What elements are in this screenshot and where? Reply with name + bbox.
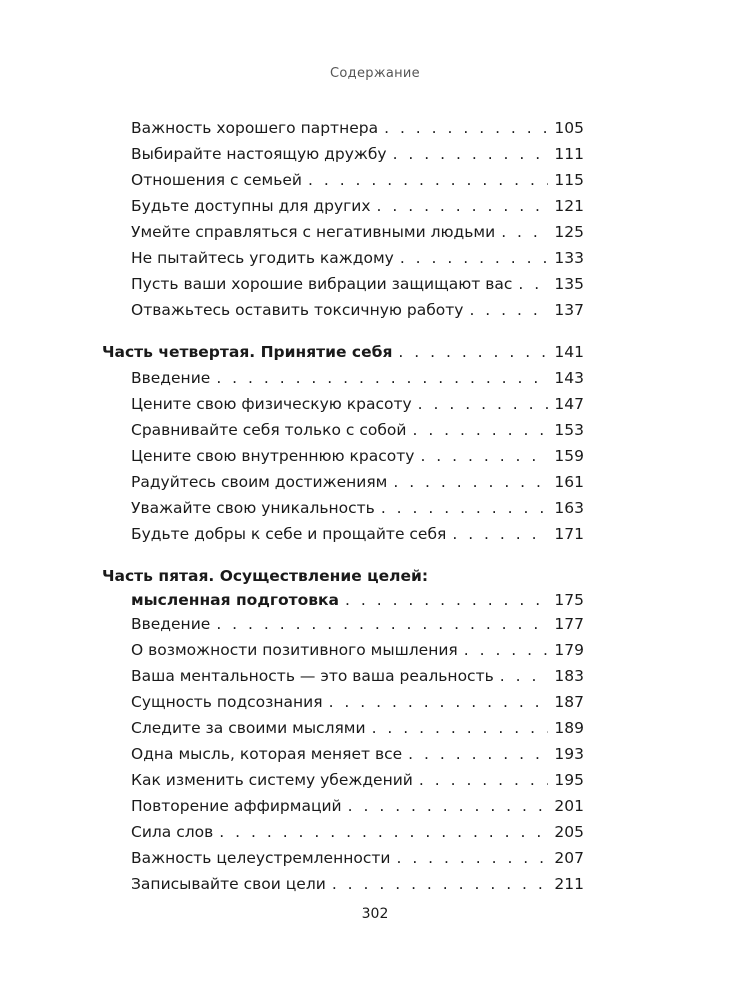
dot-leader <box>393 472 548 492</box>
toc-entry-title: Сила слов <box>131 823 214 841</box>
toc-entry <box>131 274 584 294</box>
toc-entry-page: 163 <box>554 499 584 517</box>
dot-leader <box>219 822 548 842</box>
toc-entry-page: 125 <box>554 223 584 241</box>
dot-leader <box>393 144 549 164</box>
toc-entry-page: 121 <box>554 197 584 215</box>
dot-leader <box>329 692 549 712</box>
toc-entry-page: 193 <box>554 745 584 763</box>
dot-leader <box>452 524 548 544</box>
toc-entry <box>131 300 584 320</box>
dot-leader <box>398 342 548 362</box>
toc-entry-title: Сущность подсознания <box>131 693 323 711</box>
running-head: Содержание <box>330 66 420 81</box>
dot-leader <box>348 796 549 816</box>
toc-entry <box>131 718 584 738</box>
dot-leader <box>418 394 549 414</box>
toc-entry <box>131 848 584 868</box>
toc-part-page: 141 <box>554 343 584 361</box>
toc-entry-title: Одна мысль, которая меняет все <box>131 745 403 763</box>
toc-entry-title: О возможности позитивного мышления <box>131 641 458 659</box>
toc-entry-title: Отважьтесь оставить токсичную работу <box>131 301 464 319</box>
toc-part-page: 175 <box>554 591 584 609</box>
toc-entry <box>131 796 584 816</box>
toc-part-heading <box>102 342 584 362</box>
toc-entry-title: Будьте добры к себе и прощайте себя <box>131 525 447 543</box>
toc-entry <box>131 666 584 686</box>
toc-entry-title: Ваша ментальность — это ваша реальность <box>131 667 494 685</box>
toc-entry-title: Как изменить систему убеждений <box>131 771 413 789</box>
toc-entry <box>131 614 584 634</box>
dot-leader <box>412 420 548 440</box>
dot-leader <box>501 222 548 242</box>
toc-entry-page: 159 <box>554 447 584 465</box>
dot-leader <box>384 118 548 138</box>
dot-leader <box>216 368 548 388</box>
toc-entry <box>131 692 584 712</box>
toc-entry <box>131 770 584 790</box>
dot-leader <box>381 498 549 518</box>
dot-leader <box>469 300 548 320</box>
toc-entry <box>131 498 584 518</box>
dot-leader <box>377 196 549 216</box>
toc-entry-page: 207 <box>554 849 584 867</box>
toc-entry-page: 115 <box>554 171 584 189</box>
dot-leader <box>396 848 548 868</box>
page-number: 302 <box>361 906 389 922</box>
toc-entry-page: 137 <box>554 301 584 319</box>
toc-entry-page: 201 <box>554 797 584 815</box>
toc-entry-page: 143 <box>554 369 584 387</box>
dot-leader <box>372 718 549 738</box>
toc-entry-page: 205 <box>554 823 584 841</box>
toc-entry <box>131 874 584 894</box>
dot-leader <box>419 770 549 790</box>
toc-entry <box>131 744 584 764</box>
toc-entry-page: 179 <box>554 641 584 659</box>
toc-entry <box>131 118 584 138</box>
dot-leader <box>518 274 548 294</box>
toc-entry-title: Радуйтесь своим достижениям <box>131 473 388 491</box>
toc-entry-title: Будьте доступны для других <box>131 197 371 215</box>
toc-entry-page: 111 <box>554 145 584 163</box>
dot-leader <box>216 614 548 634</box>
toc-entry-title: Отношения с семьей <box>131 171 302 189</box>
toc-entry-title: Цените свою внутреннюю красоту <box>131 447 415 465</box>
toc-entry-title: Следите за своими мыслями <box>131 719 366 737</box>
toc-entry-title: Уважайте свою уникальность <box>131 499 375 517</box>
toc-entry-page: 187 <box>554 693 584 711</box>
toc-entry <box>131 170 584 190</box>
toc-entry <box>131 446 584 466</box>
toc-part-title-line2: мысленная подготовка <box>131 591 340 609</box>
toc-entry-title: Умейте справляться с негативными людьми <box>131 223 496 241</box>
toc-entry <box>131 248 584 268</box>
toc-entry <box>131 640 584 660</box>
toc-entry-title: Важность хорошего партнера <box>131 119 379 137</box>
toc-entry-page: 147 <box>554 395 584 413</box>
dot-leader <box>408 744 548 764</box>
toc-entry-page: 211 <box>554 875 584 893</box>
toc-entry-page: 161 <box>554 473 584 491</box>
dot-leader <box>332 874 549 894</box>
dot-leader <box>464 640 549 660</box>
toc-entry-page: 171 <box>554 525 584 543</box>
toc-entry-title: Введение <box>131 369 211 387</box>
toc-entry <box>131 368 584 388</box>
toc-part-heading <box>131 590 584 610</box>
toc-entry-title: Цените свою физическую красоту <box>131 395 412 413</box>
toc-entry <box>131 524 584 544</box>
toc-entry-page: 195 <box>554 771 584 789</box>
toc-entry <box>131 472 584 492</box>
toc-entry <box>131 822 584 842</box>
toc-entry <box>131 196 584 216</box>
toc-entry <box>131 144 584 164</box>
toc-entry-page: 135 <box>554 275 584 293</box>
toc-entry-page: 183 <box>554 667 584 685</box>
toc-entry <box>131 420 584 440</box>
dot-leader <box>400 248 549 268</box>
toc-entry-page: 153 <box>554 421 584 439</box>
toc-entry-title: Важность целеустремленности <box>131 849 391 867</box>
dot-leader <box>345 590 548 610</box>
toc-entry-page: 133 <box>554 249 584 267</box>
toc-entry-title: Сравнивайте себя только с собой <box>131 421 407 439</box>
toc-part-title: Часть четвертая. Принятие себя <box>102 343 393 361</box>
toc-entry-title: Выбирайте настоящую дружбу <box>131 145 387 163</box>
toc-entry-title: Введение <box>131 615 211 633</box>
toc-entry-title: Повторение аффирмаций <box>131 797 342 815</box>
toc-entry-page: 189 <box>554 719 584 737</box>
toc-entry-title: Записывайте свои цели <box>131 875 326 893</box>
toc-entry <box>131 222 584 242</box>
toc-entry-page: 105 <box>554 119 584 137</box>
toc-entry <box>131 394 584 414</box>
dot-leader <box>420 446 548 466</box>
dot-leader <box>308 170 548 190</box>
toc-entry-title: Пусть ваши хорошие вибрации защищают вас <box>131 275 513 293</box>
toc-entry-page: 177 <box>554 615 584 633</box>
toc-entry-title: Не пытайтесь угодить каждому <box>131 249 394 267</box>
toc-part-title-line1: Часть пятая. Осуществление целей: <box>102 567 429 585</box>
dot-leader <box>500 666 549 686</box>
